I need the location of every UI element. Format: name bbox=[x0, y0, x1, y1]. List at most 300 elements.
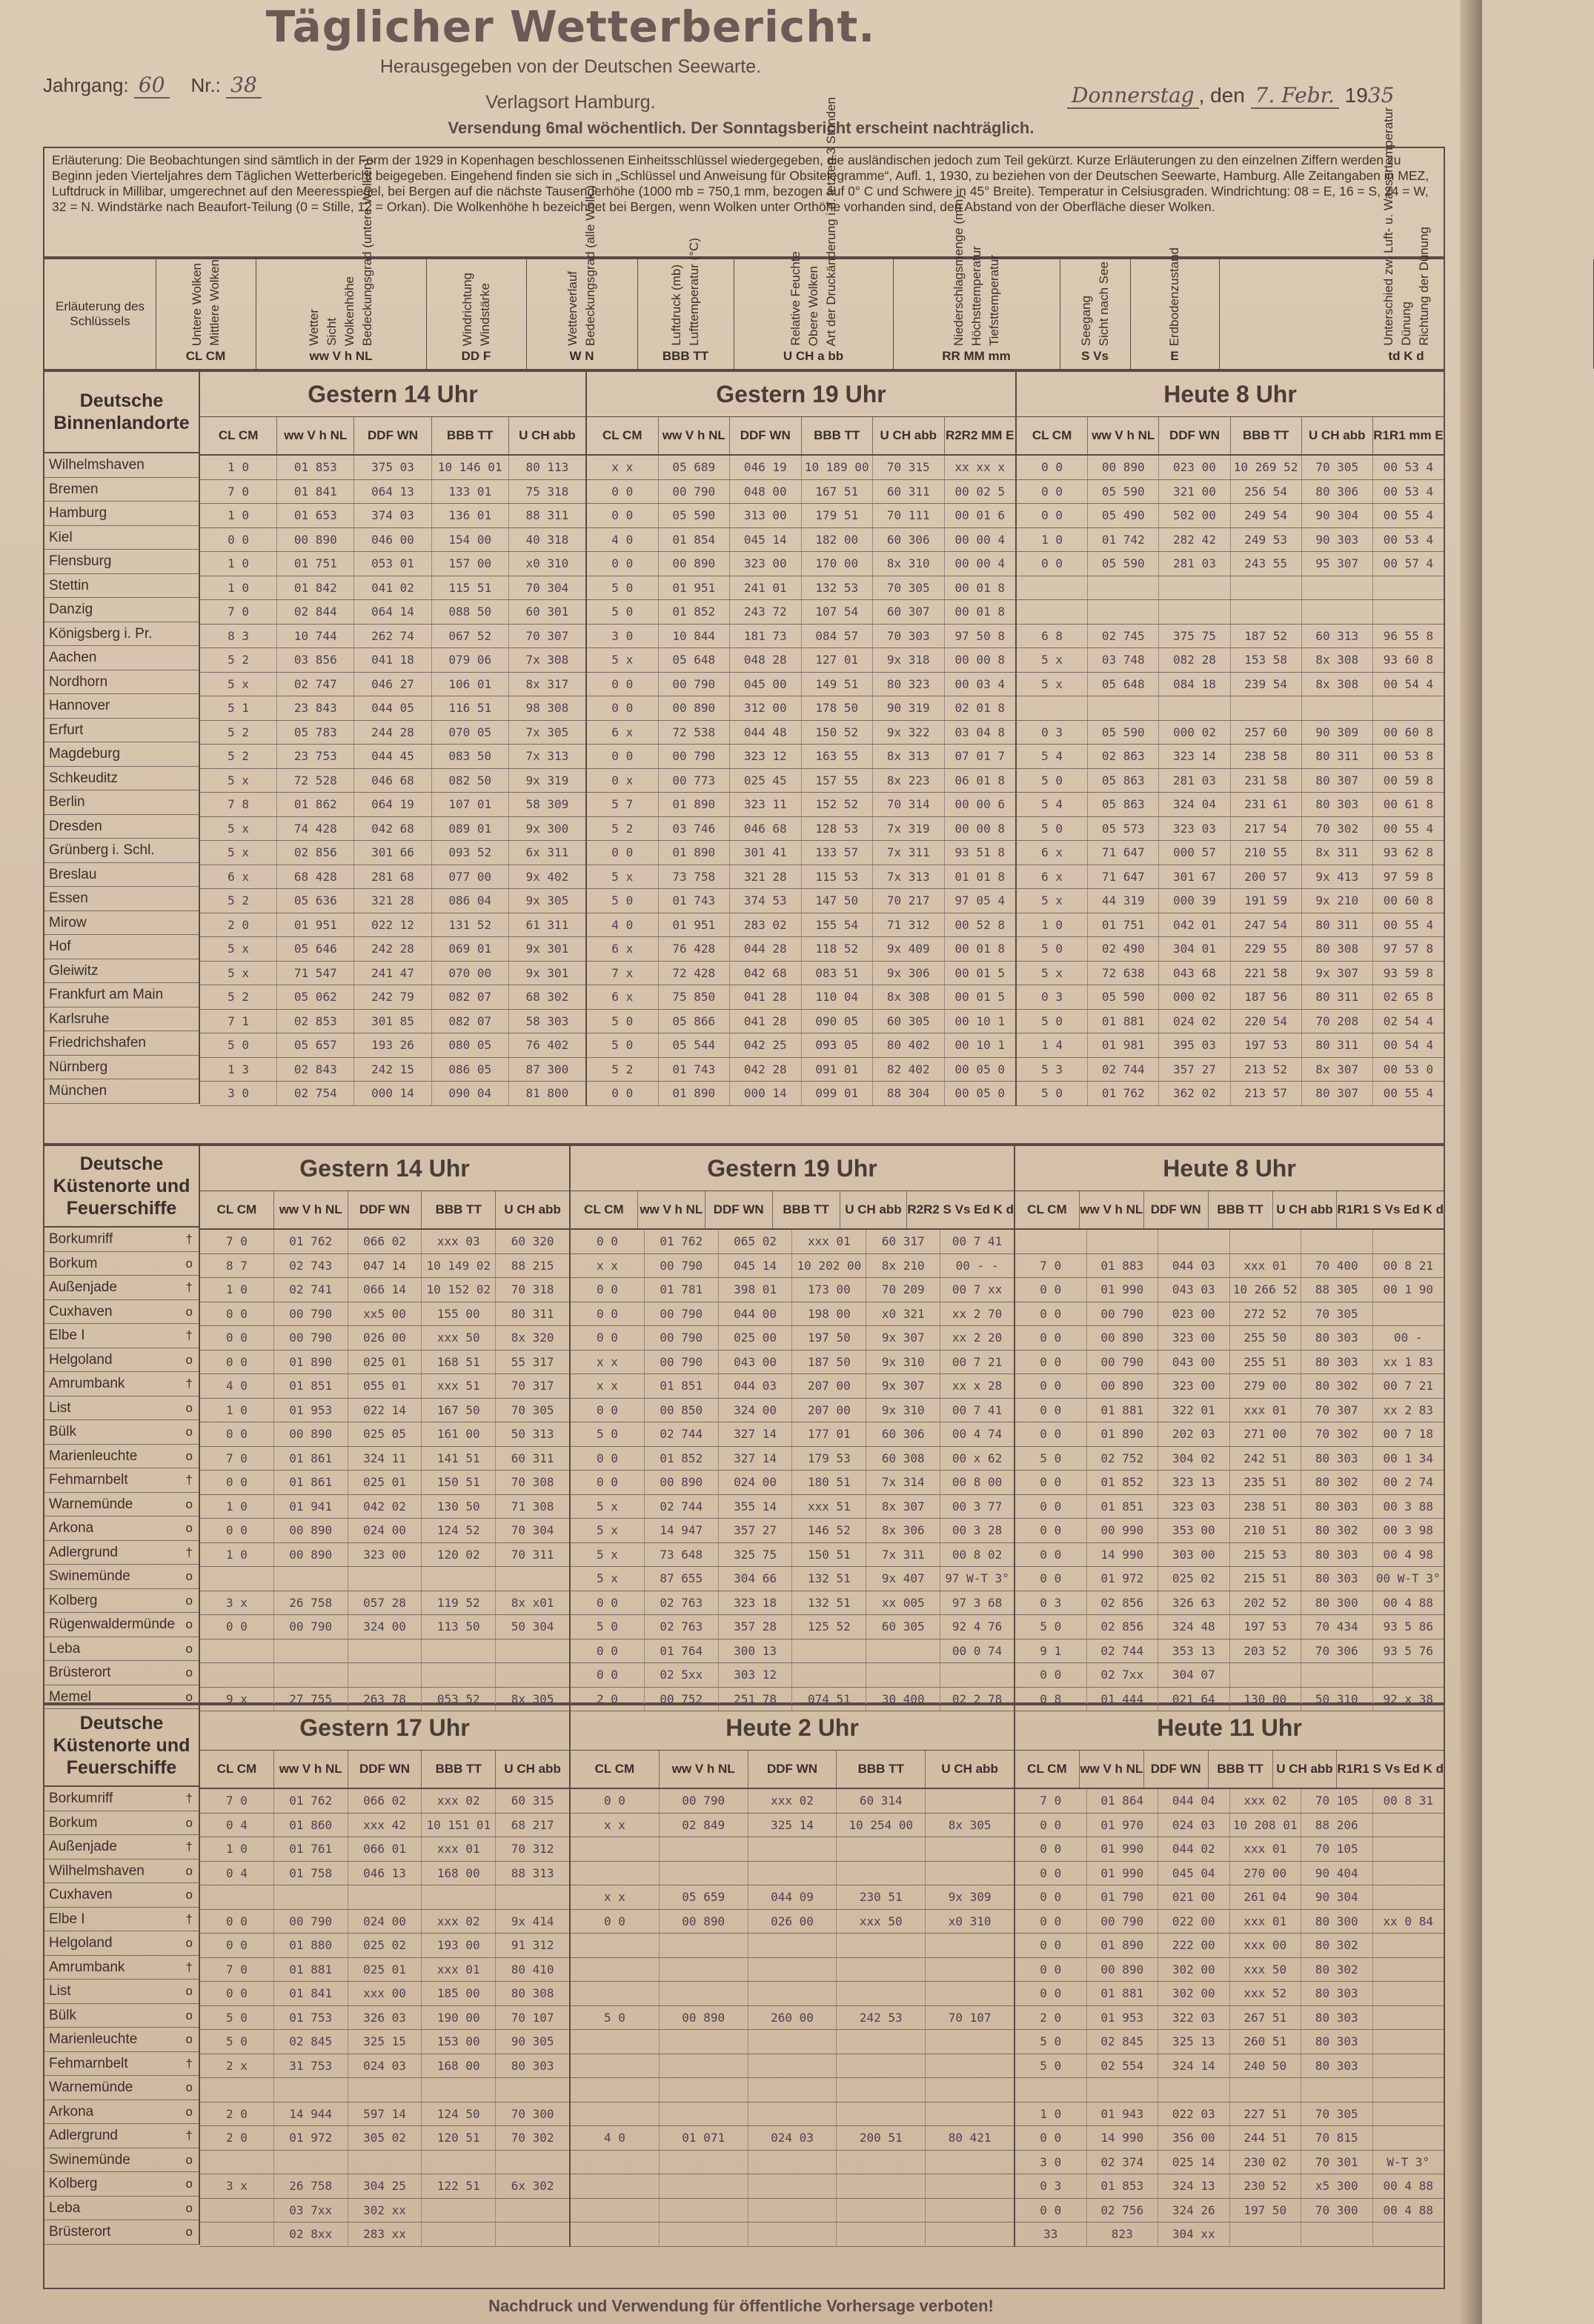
table-cell bbox=[496, 1885, 569, 1909]
table-cell: 7 0 bbox=[200, 1447, 274, 1471]
table-row bbox=[200, 2006, 569, 2031]
table-cell: 01 851 bbox=[1087, 1495, 1159, 1519]
table-cell: 120 51 bbox=[422, 2126, 496, 2150]
table-cell: 00 7 xx bbox=[952, 1282, 1003, 1296]
table-cell: 041 28 bbox=[730, 1010, 802, 1033]
table-cell: 025 01 bbox=[348, 1351, 422, 1374]
table-cell bbox=[1301, 2078, 1373, 2102]
table-cell: 10 744 bbox=[277, 625, 354, 648]
table-cell: 5 x bbox=[1017, 673, 1088, 696]
table-cell bbox=[348, 2078, 422, 2102]
table-cell: 124 52 bbox=[422, 1519, 496, 1542]
table-cell: 71 647 bbox=[1088, 865, 1159, 889]
table-cell: 01 852 bbox=[1087, 1471, 1159, 1494]
table-cell: 283 xx bbox=[348, 2223, 422, 2246]
table-cell bbox=[837, 2030, 926, 2054]
table-cell: 80 302 bbox=[1301, 1374, 1373, 1398]
table-cell: 044 04 bbox=[1158, 1789, 1230, 1813]
table-row bbox=[1017, 1082, 1444, 1106]
table-cell: 0 0 bbox=[1015, 1326, 1087, 1350]
table-cell: 048 28 bbox=[730, 648, 802, 672]
table-cell: 23 753 bbox=[277, 745, 354, 768]
table-cell: 0 0 bbox=[587, 696, 659, 720]
table-cell: 202 03 bbox=[1158, 1422, 1230, 1446]
table-cell bbox=[1373, 1230, 1444, 1253]
table-cell: 324 11 bbox=[348, 1447, 422, 1471]
table-cell: 305 02 bbox=[348, 2126, 422, 2150]
table-cell: 0 0 bbox=[1015, 1351, 1087, 1374]
table-cell bbox=[274, 1567, 348, 1591]
table-cell bbox=[1159, 576, 1230, 600]
key-label: Erdbodenzustand bbox=[1167, 247, 1181, 346]
table-cell: 00 790 bbox=[645, 1254, 719, 1278]
table-cell bbox=[200, 2199, 274, 2223]
station-name bbox=[44, 1420, 199, 1445]
table-cell: 077 00 bbox=[432, 865, 509, 889]
table-cell: 8x 307 bbox=[1302, 1058, 1373, 1082]
table-cell: 150 51 bbox=[792, 1543, 866, 1567]
table-cell: 0 0 bbox=[1017, 552, 1088, 576]
table-cell: 0 0 bbox=[200, 1326, 274, 1350]
station-name: Hamburg bbox=[44, 502, 199, 526]
table-cell: 00 790 bbox=[645, 1326, 719, 1350]
station-label: Fehmarnbelt bbox=[49, 2055, 128, 2071]
column-header: ww V h NL bbox=[277, 417, 354, 454]
table-cell: 7 x bbox=[587, 962, 659, 985]
key-label: Bedeckungsgrad (untere Wolken) bbox=[360, 159, 374, 346]
table-cell: 321 28 bbox=[354, 889, 431, 913]
table-cell: 14 947 bbox=[645, 1519, 719, 1542]
table-row bbox=[200, 962, 585, 986]
table-cell: 023 00 bbox=[1158, 1302, 1230, 1326]
station-type-symbol: † bbox=[185, 1960, 193, 1974]
table-cell: 9 x bbox=[200, 1688, 274, 1711]
table-cell: 80 302 bbox=[1301, 1958, 1373, 1982]
table-row bbox=[1015, 1567, 1444, 1591]
key-group-labels bbox=[1167, 247, 1181, 346]
table-cell: 00 4 88 bbox=[1383, 2179, 1433, 2193]
table-cell: 4 0 bbox=[571, 2126, 660, 2150]
table-cell: 120 02 bbox=[422, 1543, 496, 1567]
table-cell: 0 0 bbox=[571, 1591, 645, 1615]
table-cell: 50 313 bbox=[511, 1427, 554, 1441]
table-cell: 154 00 bbox=[432, 528, 509, 552]
table-cell: 0 0 bbox=[587, 673, 659, 696]
table-cell bbox=[571, 1958, 660, 1982]
station-label: Brüsterort bbox=[49, 2224, 111, 2240]
table-cell: 01 972 bbox=[1087, 1567, 1159, 1591]
table-cell: 00 00 6 bbox=[954, 797, 1005, 811]
table-cell bbox=[571, 2199, 660, 2223]
table-cell: 115 51 bbox=[432, 576, 509, 600]
table-cell: 31 753 bbox=[274, 2054, 348, 2078]
table-cell: 324 26 bbox=[1158, 2199, 1230, 2223]
table-row bbox=[587, 817, 1015, 842]
table-cell: 90 319 bbox=[873, 696, 945, 720]
table-cell: 70 305 bbox=[1302, 456, 1373, 479]
table-cell: 5 4 bbox=[1017, 745, 1088, 768]
table-row bbox=[571, 2223, 1014, 2247]
station-name bbox=[44, 1565, 199, 1589]
station-label: Marienleuchte bbox=[49, 2031, 138, 2047]
table-cell: 375 03 bbox=[354, 456, 431, 479]
table-row bbox=[571, 1567, 1014, 1591]
table-cell: 70 305 bbox=[511, 1402, 554, 1417]
table-cell: 00 x 62 bbox=[952, 1451, 1003, 1465]
column-headers bbox=[200, 417, 585, 456]
table-cell: 70 111 bbox=[873, 504, 945, 527]
table-cell bbox=[1015, 2078, 1087, 2102]
table-cell: 8x 320 bbox=[511, 1331, 554, 1345]
column-header: DDF WN bbox=[730, 417, 802, 454]
column-header: DDF WN bbox=[748, 1751, 837, 1788]
table-cell: 082 07 bbox=[432, 1010, 509, 1033]
table-cell: 7 0 bbox=[200, 1230, 274, 1253]
table-cell: 8 3 bbox=[200, 625, 277, 648]
table-cell: 6x 311 bbox=[525, 845, 569, 859]
table-cell bbox=[571, 2078, 660, 2102]
table-row bbox=[1015, 1278, 1444, 1302]
table-cell: 80 311 bbox=[1302, 985, 1373, 1009]
station-label: Swinemünde bbox=[49, 2151, 130, 2168]
table-row bbox=[200, 2223, 569, 2247]
table-cell: 9x 409 bbox=[873, 937, 945, 961]
table-cell: 02 490 bbox=[1088, 937, 1159, 961]
table-row bbox=[571, 1519, 1014, 1543]
table-cell: 80 402 bbox=[873, 1033, 945, 1057]
table-cell: 90 304 bbox=[1302, 504, 1373, 527]
table-cell bbox=[496, 2223, 569, 2246]
table-cell: 8x 223 bbox=[873, 769, 945, 793]
table-cell: 00 4 88 bbox=[1383, 2203, 1433, 2217]
table-cell: 5 x bbox=[571, 1543, 645, 1567]
table-cell: 93 59 8 bbox=[1383, 965, 1434, 980]
table-row bbox=[587, 865, 1015, 890]
table-cell: 02 845 bbox=[1087, 2030, 1159, 2054]
table-row bbox=[571, 2030, 1014, 2054]
table-cell bbox=[1301, 1663, 1373, 1687]
table-cell: 00 890 bbox=[659, 696, 731, 720]
table-cell bbox=[1373, 2102, 1444, 2126]
table-cell: 181 73 bbox=[730, 625, 802, 648]
table-row bbox=[587, 648, 1015, 673]
table-row bbox=[571, 1862, 1014, 1886]
table-row bbox=[571, 1278, 1014, 1302]
station-type-symbol: o bbox=[185, 2104, 193, 2119]
table-cell: 323 13 bbox=[1158, 1471, 1230, 1494]
table-cell: 0 0 bbox=[571, 1789, 660, 1813]
table-cell: 0 0 bbox=[1015, 1543, 1087, 1567]
table-cell: 03 748 bbox=[1088, 648, 1159, 672]
table-cell: 041 18 bbox=[354, 648, 431, 672]
table-cell bbox=[1017, 600, 1088, 624]
table-cell: 283 02 bbox=[730, 913, 802, 937]
table-cell: 0 x bbox=[587, 769, 659, 793]
station-type-symbol: o bbox=[185, 1569, 193, 1583]
table-cell: 00 10 1 bbox=[954, 1038, 1005, 1052]
station-name bbox=[44, 2220, 199, 2245]
table-cell: 88 313 bbox=[511, 1865, 554, 1880]
table-cell: 00 01 8 bbox=[954, 580, 1005, 595]
column-headers bbox=[587, 417, 1015, 456]
column-header: ww V h NL bbox=[1080, 1751, 1144, 1788]
table-cell: xxx 00 bbox=[1230, 1934, 1302, 1957]
station-type-symbol: o bbox=[185, 1256, 193, 1271]
table-row bbox=[1015, 2223, 1444, 2247]
table-cell: 5 7 bbox=[587, 793, 659, 816]
table-cell: 044 45 bbox=[354, 745, 431, 768]
table-cell: 01 841 bbox=[277, 480, 354, 504]
table-cell: 0 8 bbox=[1015, 1688, 1087, 1711]
table-cell: 043 68 bbox=[1159, 962, 1230, 985]
table-cell: 326 63 bbox=[1158, 1591, 1230, 1615]
table-cell: 2 x bbox=[200, 2054, 274, 2078]
station-label: Cuxhaven bbox=[49, 1303, 113, 1319]
table-cell: 024 03 bbox=[1158, 1814, 1230, 1837]
table-cell: 179 51 bbox=[802, 504, 874, 527]
table-cell: 5 0 bbox=[571, 1615, 645, 1639]
station-name bbox=[44, 1348, 199, 1373]
table-cell: 193 00 bbox=[422, 1934, 496, 1957]
table-row bbox=[571, 1471, 1014, 1495]
table-cell: 03 856 bbox=[277, 648, 354, 672]
table-cell: 0 0 bbox=[587, 552, 659, 576]
table-row bbox=[1017, 1033, 1444, 1058]
block-title: Gestern 14 Uhr bbox=[200, 372, 585, 417]
station-type-symbol: o bbox=[185, 2152, 193, 2167]
column-header: BBB TT bbox=[422, 1751, 496, 1788]
table-cell: 167 50 bbox=[422, 1399, 496, 1422]
table-cell: 9x 307 bbox=[866, 1374, 940, 1398]
station-type-symbol: o bbox=[185, 2225, 193, 2239]
table-cell bbox=[200, 2151, 274, 2174]
table-cell: xxx 03 bbox=[422, 1230, 496, 1253]
table-cell: 70 318 bbox=[511, 1282, 554, 1296]
station-name bbox=[44, 1300, 199, 1325]
table-cell: 301 66 bbox=[354, 841, 431, 865]
table-row bbox=[1017, 817, 1444, 842]
table-cell: 210 55 bbox=[1231, 841, 1302, 865]
table-cell: 213 57 bbox=[1231, 1082, 1302, 1105]
table-row bbox=[571, 1982, 1014, 2006]
table-cell: xx x 28 bbox=[952, 1379, 1003, 1393]
table-cell: 251 78 bbox=[719, 1688, 793, 1711]
table-cell: 00 4 74 bbox=[952, 1427, 1003, 1441]
table-cell bbox=[571, 2174, 660, 2198]
table-cell: 042 01 bbox=[1159, 913, 1230, 937]
table-cell: 5 0 bbox=[1017, 937, 1088, 961]
table-cell: 03 7xx bbox=[274, 2199, 348, 2223]
table-row bbox=[571, 1814, 1014, 1838]
table-cell bbox=[660, 2199, 748, 2223]
table-row bbox=[571, 1885, 1014, 1910]
nr-label: Nr.: bbox=[190, 74, 221, 96]
key-code: S Vs bbox=[1081, 349, 1109, 363]
table-cell: 301 67 bbox=[1159, 865, 1230, 889]
table-row bbox=[1015, 1230, 1444, 1254]
table-cell: 282 42 bbox=[1159, 528, 1230, 552]
table-cell: 0 0 bbox=[1015, 1399, 1087, 1422]
table-cell: 5 x bbox=[200, 673, 277, 696]
table-row bbox=[1015, 1639, 1444, 1664]
date-line bbox=[1067, 83, 1394, 109]
table-cell: 02 54 4 bbox=[1383, 1013, 1434, 1028]
table-cell: 0 0 bbox=[1015, 1278, 1087, 1302]
table-cell: 7x 311 bbox=[873, 841, 945, 865]
table-cell: 5 2 bbox=[200, 985, 277, 1009]
station-name: Nürnberg bbox=[44, 1056, 199, 1080]
page-title: Täglicher Wetterbericht. bbox=[265, 1, 876, 52]
table-cell: 02 744 bbox=[645, 1495, 719, 1519]
column-header: R2R2 S Vs Ed K d bbox=[907, 1202, 1014, 1216]
table-row bbox=[200, 1814, 569, 1838]
column-header: CL CM bbox=[1015, 1191, 1080, 1228]
table-row bbox=[200, 1058, 585, 1082]
table-row bbox=[1015, 1982, 1444, 2006]
station-type-symbol: o bbox=[185, 2080, 193, 2094]
table-cell: 133 57 bbox=[802, 841, 874, 865]
table-row bbox=[1015, 2006, 1444, 2031]
table-cell: 74 428 bbox=[277, 817, 354, 841]
table-cell: 242 79 bbox=[354, 985, 431, 1009]
table-cell: 323 03 bbox=[1158, 1495, 1230, 1519]
table-cell bbox=[1373, 1982, 1444, 2005]
table-cell: 01 941 bbox=[274, 1495, 348, 1519]
table-cell: 241 47 bbox=[354, 962, 431, 985]
table-cell: 210 51 bbox=[1230, 1519, 1302, 1542]
key-group bbox=[893, 194, 1060, 369]
table-cell: 60 306 bbox=[873, 528, 945, 552]
table-cell bbox=[1302, 576, 1373, 600]
table-cell: 230 02 bbox=[1230, 2151, 1302, 2174]
table-cell: 72 638 bbox=[1088, 962, 1159, 985]
table-row bbox=[1017, 865, 1444, 890]
table-cell: 6 x bbox=[587, 985, 659, 1009]
table-cell: 066 02 bbox=[348, 1789, 422, 1813]
table-cell: 72 528 bbox=[277, 769, 354, 793]
table-cell: 01 01 8 bbox=[954, 869, 1005, 884]
table-row bbox=[571, 2078, 1014, 2102]
table-cell: 242 15 bbox=[354, 1058, 431, 1082]
station-name bbox=[44, 1931, 199, 1956]
table-cell: 72 428 bbox=[659, 962, 731, 985]
table-cell: 00 890 bbox=[1087, 1326, 1159, 1350]
table-cell: 5 x bbox=[571, 1495, 645, 1519]
table-row bbox=[200, 1399, 569, 1423]
table-cell: 70 308 bbox=[511, 1475, 554, 1489]
key-group-labels bbox=[565, 184, 597, 346]
table-cell: 022 14 bbox=[348, 1399, 422, 1422]
table-cell: 357 27 bbox=[719, 1519, 793, 1542]
table-cell: 01 864 bbox=[1087, 1789, 1159, 1813]
table-cell: 044 28 bbox=[730, 937, 802, 961]
table-cell: 024 03 bbox=[748, 2126, 837, 2150]
table-row bbox=[1017, 745, 1444, 769]
column-headers bbox=[571, 1751, 1014, 1789]
table-cell bbox=[660, 2223, 748, 2246]
table-cell: 80 311 bbox=[1302, 1033, 1373, 1057]
table-cell: 133 01 bbox=[432, 480, 509, 504]
table-cell: 6 x bbox=[200, 865, 277, 889]
table-cell: xxx 00 bbox=[348, 1982, 422, 2005]
table-cell: 083 51 bbox=[802, 962, 874, 985]
table-cell bbox=[1017, 576, 1088, 600]
table-cell: 324 13 bbox=[1158, 2174, 1230, 2198]
station-type-symbol: † bbox=[185, 1911, 193, 1926]
table-cell: 323 00 bbox=[730, 552, 802, 576]
table-cell: 80 302 bbox=[1301, 1934, 1373, 1957]
table-cell: 00 1 90 bbox=[1383, 1282, 1433, 1296]
table-row bbox=[587, 745, 1015, 769]
table-cell: 70 315 bbox=[873, 456, 945, 479]
table-cell: 96 55 8 bbox=[1383, 628, 1434, 643]
table-row bbox=[587, 889, 1015, 913]
table-cell: 1 4 bbox=[1017, 1033, 1088, 1057]
table-row bbox=[1017, 528, 1444, 553]
table-cell: 68 428 bbox=[277, 865, 354, 889]
table-cell: xx 2 83 bbox=[1383, 1402, 1433, 1417]
table-cell: 0 0 bbox=[1015, 1374, 1087, 1398]
station-type-symbol: † bbox=[185, 1232, 193, 1246]
table-cell: 5 x bbox=[571, 1567, 645, 1591]
table-cell: 00 55 4 bbox=[1383, 508, 1434, 522]
table-cell: 3 0 bbox=[1015, 2151, 1087, 2174]
table-row bbox=[200, 913, 585, 938]
table-cell bbox=[348, 2151, 422, 2174]
table-cell bbox=[348, 1639, 422, 1663]
table-cell: 9x 318 bbox=[873, 648, 945, 672]
station-name: Danzig bbox=[44, 598, 199, 622]
table-cell: 00 990 bbox=[1087, 1519, 1159, 1542]
column-header: U CH abb bbox=[1273, 1191, 1338, 1228]
table-cell: 70 400 bbox=[1301, 1254, 1373, 1278]
table-cell: 00 00 4 bbox=[954, 556, 1005, 570]
table-cell: 0 0 bbox=[571, 1471, 645, 1494]
table-cell bbox=[1159, 600, 1230, 624]
table-cell: 02 849 bbox=[660, 1814, 748, 1837]
table-cell: 5 3 bbox=[1017, 1058, 1088, 1082]
table-cell: 5 2 bbox=[587, 1058, 659, 1082]
table-cell: 242 51 bbox=[1230, 1447, 1302, 1471]
key-label: Höchsttemperatur bbox=[969, 245, 983, 346]
table-cell: x x bbox=[571, 1814, 660, 1837]
table-cell: 241 01 bbox=[730, 576, 802, 600]
table-cell: 9x 413 bbox=[1302, 865, 1373, 889]
table-cell: 00 00 8 bbox=[954, 821, 1005, 836]
table-cell: 324 00 bbox=[719, 1399, 793, 1422]
table-cell: 044 02 bbox=[1158, 1837, 1230, 1861]
station-name: Königsberg i. Pr. bbox=[44, 622, 199, 647]
table-cell: 327 14 bbox=[719, 1447, 793, 1471]
table-cell: 238 51 bbox=[1230, 1495, 1302, 1519]
table-row bbox=[1017, 793, 1444, 817]
table-cell: 00 - - bbox=[955, 1258, 999, 1273]
table-cell: 00 60 8 bbox=[1383, 893, 1434, 908]
column-header: BBB TT bbox=[422, 1191, 496, 1228]
table-row bbox=[200, 2199, 569, 2223]
key-label: Sicht nach See bbox=[1096, 261, 1111, 346]
table-cell: 01 853 bbox=[1087, 2174, 1159, 2198]
station-name: Erfurt bbox=[44, 719, 199, 743]
table-cell bbox=[348, 1885, 422, 1909]
table-cell bbox=[837, 2151, 926, 2174]
station-label: Memel bbox=[49, 1688, 92, 1705]
table-cell bbox=[496, 1567, 569, 1591]
station-name: München bbox=[44, 1079, 199, 1104]
column-header: U CH abb bbox=[941, 1762, 998, 1776]
table-cell: 00 52 8 bbox=[954, 917, 1005, 932]
table-cell: 1 0 bbox=[200, 552, 277, 576]
